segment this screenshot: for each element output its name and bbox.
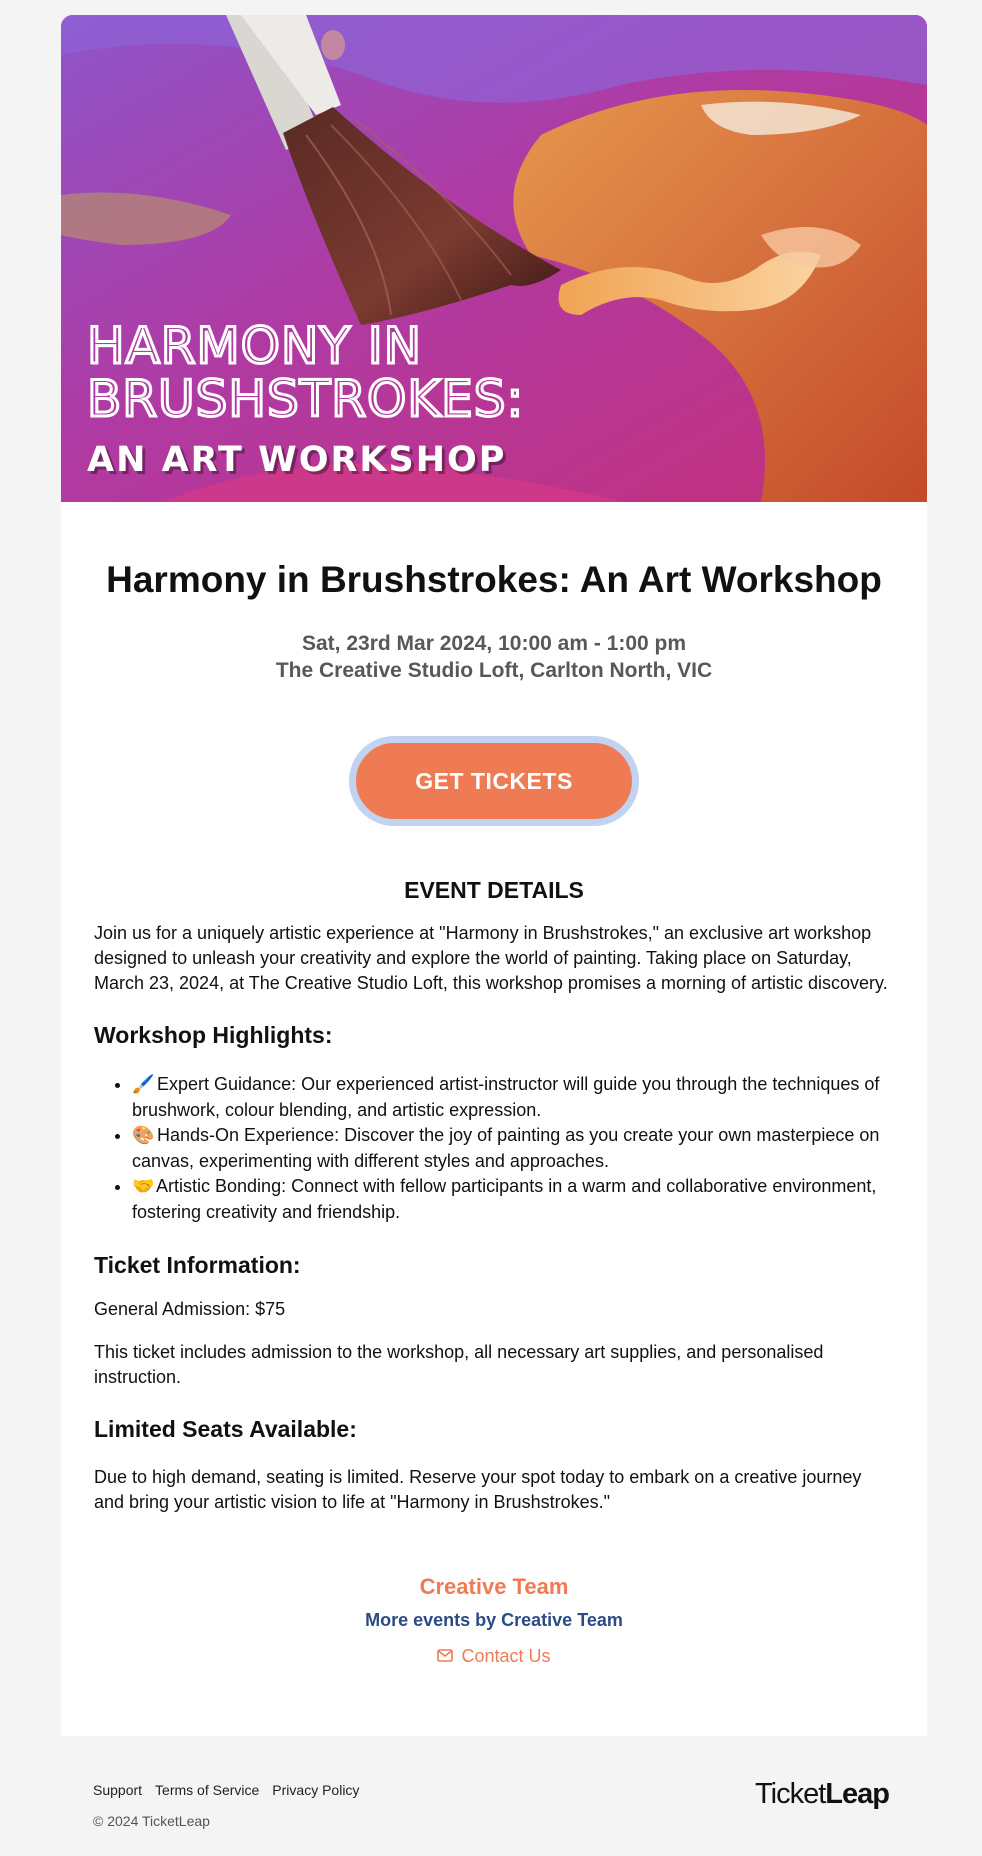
envelope-icon [437,1649,453,1662]
event-datetime: Sat, 23rd Mar 2024, 10:00 am - 1:00 pm [301,632,687,655]
contact-us-label: Contact Us [461,1645,551,1666]
logo-part-leap: Leap [825,1778,889,1810]
logo-part-ticket: Ticket [755,1778,826,1810]
ticket-includes: This ticket includes admission to the workshop, all necessary art supplies, and personalised instruction. [94,1341,824,1387]
contact-us-link[interactable] [437,1645,550,1667]
ticket-info-heading: Ticket Information: [94,1251,301,1278]
event-location: The Creative Studio Loft, Carlton North, VIC [275,659,713,682]
paintbrush-icon: 🖌️ [132,1074,155,1094]
highlight-text: Expert Guidance: Our experienced artist-instructor will guide you through the techniques of brushwork, colour blending, and artistic expression. [132,1074,880,1120]
highlight-item [132,1072,894,1123]
get-tickets-button[interactable]: GET TICKETS [349,736,639,826]
event-card [61,15,927,1736]
hero-banner-image [61,15,927,502]
organizer-section [94,1573,894,1668]
event-description: Join us for a uniquely artistic experience at "Harmony in Brushstrokes," an exclusive art workshop designed to unleash your creativity and explore the world of painting. Taking place on Saturday, March 23, 2024, at The Creative Studio Loft, this workshop promises a morning of artistic discovery. [94,923,888,993]
ticket-price: General Admission: $75 [94,1298,286,1319]
more-events-link[interactable]: More events by Creative Team [365,1609,623,1630]
handshake-icon: 🤝 [132,1176,155,1197]
limited-seats-heading: Limited Seats Available: [94,1415,357,1442]
organizer-name-link[interactable]: Creative Team [419,1573,569,1599]
cta-container [94,736,894,826]
highlight-item [132,1174,894,1225]
footer-link-support[interactable]: Support [93,1782,143,1798]
event-content [61,502,927,1667]
hero-title-line1: HARMONY IN [87,317,423,375]
highlight-text: Hands-On Experience: Discover the joy of painting as you create your own masterpiece on canvas, experimenting with different styles and approaches. [132,1125,880,1171]
hero-subtitle: AN ART WORKSHOP [87,440,507,480]
limited-seats-text: Due to high demand, seating is limited. Reserve your spot today to embark on a creative journey and bring your artistic vision to life at "Harmony in Brushstrokes." [94,1466,862,1512]
footer-link-terms[interactable]: Terms of Service [155,1782,260,1798]
event-details-heading: EVENT DETAILS [404,877,584,903]
hero-title-line2: BRUSHSTROKES: [87,370,525,428]
palette-icon: 🎨 [132,1125,155,1146]
highlights-list [94,1072,894,1226]
footer-link-privacy[interactable]: Privacy Policy [272,1782,360,1798]
ticketleap-logo[interactable] [755,1778,889,1811]
highlight-item [132,1123,894,1174]
highlights-heading: Workshop Highlights: [94,1022,333,1048]
highlight-text: Artistic Bonding: Connect with fellow participants in a warm and collaborative environment, fostering creativity and friendship. [132,1176,877,1222]
copyright: © 2024 TicketLeap [93,1813,210,1829]
hero-title-overlay [87,317,525,480]
event-title: Harmony in Brushstrokes: An Art Workshop [106,559,882,600]
